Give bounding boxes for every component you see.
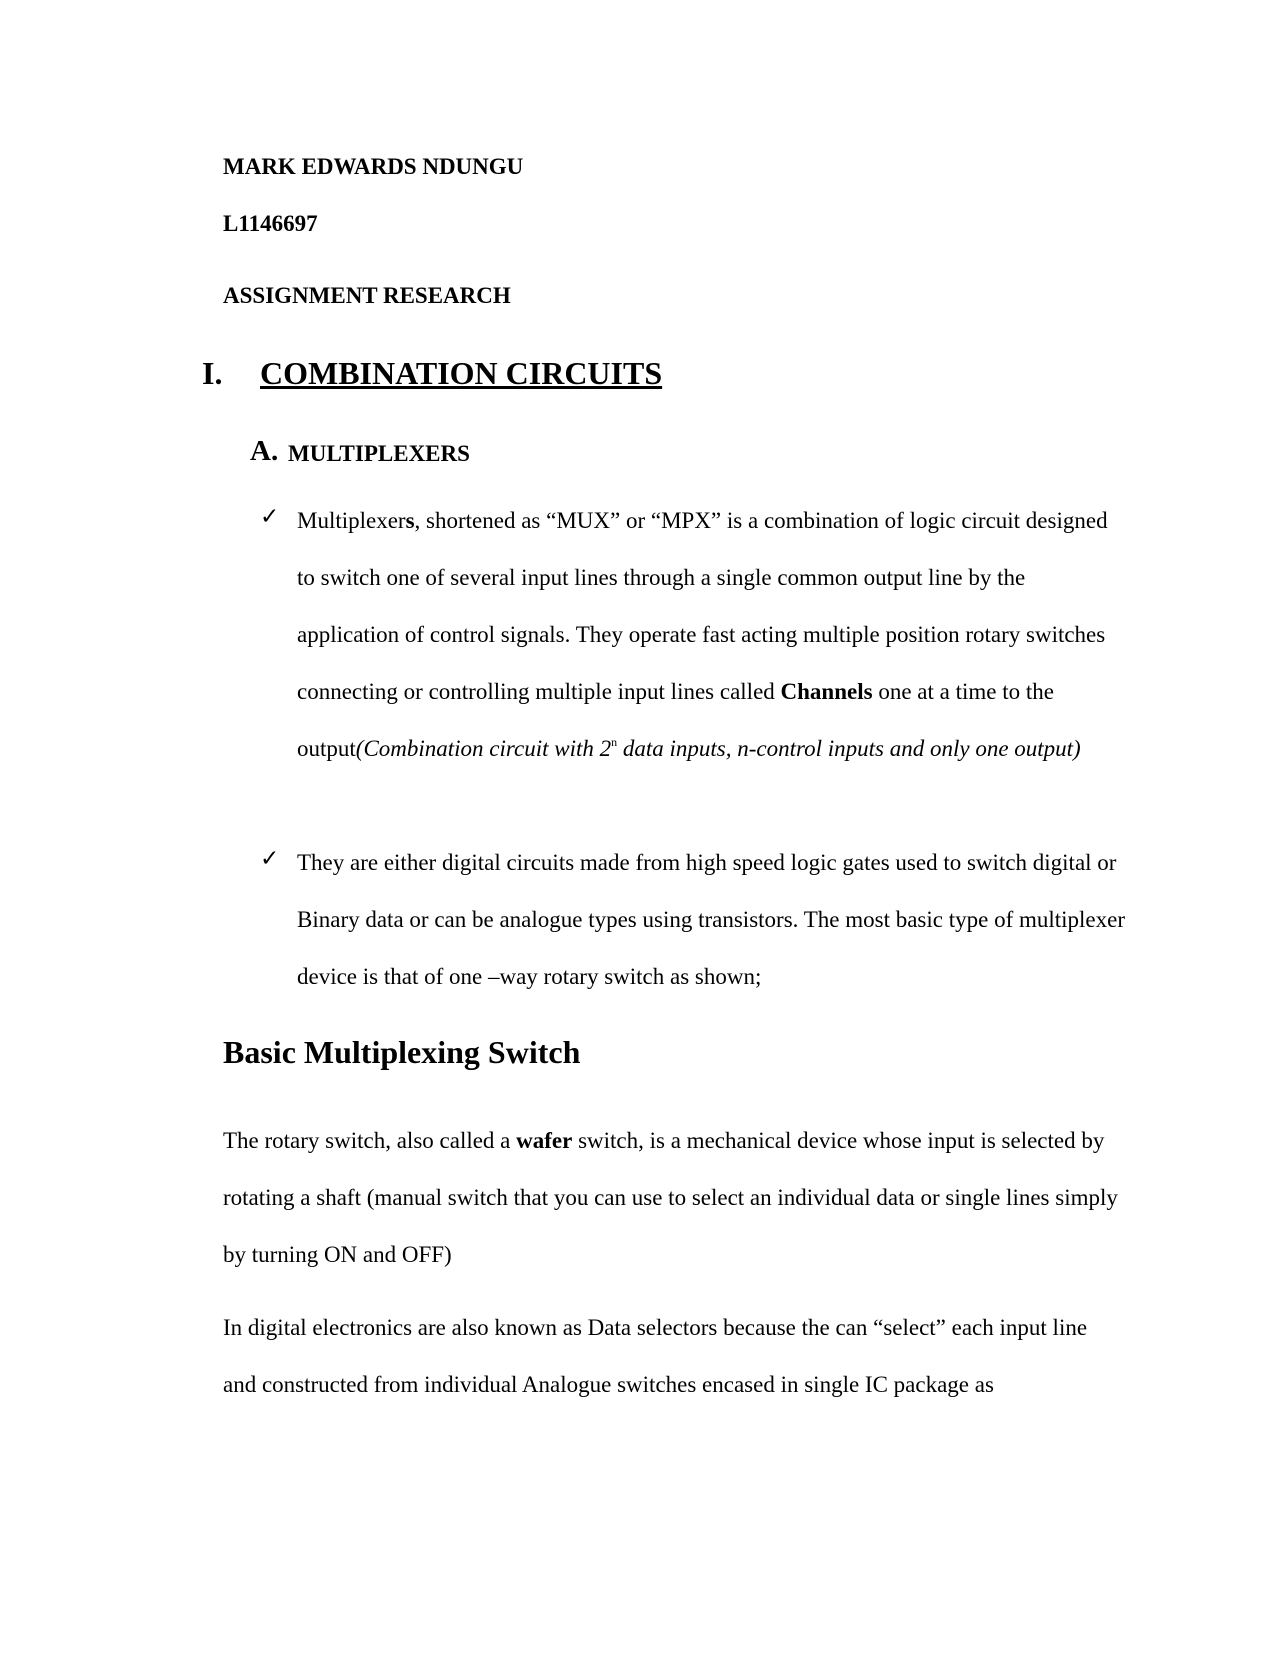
- bullet-bold-s: s: [405, 508, 415, 533]
- bullet-digital-circuits: They are either digital circuits made from high speed logic gates used to switch digital or Binary data or can be analogue types using transistors. The most basic type of multiplexer device is that of one –way rotary switch as shown;: [297, 850, 1126, 989]
- subsection-letter: A.: [250, 435, 279, 467]
- author-name: MARK EDWARDS NDUNGU: [223, 154, 524, 179]
- para-text: The rotary switch, also called a: [223, 1128, 517, 1153]
- subsection-title: MULTIPLEXERS: [288, 441, 470, 466]
- para-text: switch, is a mechanical device whose input is selected by rotating a shaft (manual switch that you can use to select an individual data or single lines simply by turning ON and OFF): [223, 1128, 1118, 1267]
- basic-multiplexing-heading: Basic Multiplexing Switch: [223, 1034, 581, 1070]
- bullet-text: Multiplexer: [297, 508, 406, 533]
- superscript-n: n: [611, 735, 618, 749]
- bullet-italic: (Combination circuit with 2: [355, 736, 612, 761]
- bullet-italic: data inputs, n-control inputs and only one output): [617, 736, 1081, 761]
- assignment-title: ASSIGNMENT RESEARCH: [223, 283, 511, 308]
- student-id: L1146697: [223, 211, 318, 236]
- bullet-multiplexer-definition: [297, 492, 1127, 777]
- check-icon: ✓: [260, 504, 280, 530]
- section-number: I.: [202, 355, 223, 391]
- bullet-text: one at a time to the output: [297, 679, 1054, 761]
- bullet-text: , shortened as “MUX” or “MPX” is a combination of logic circuit designed to switch one of several input lines through a single common output line by the application of control signals. They operate fast acting multiple position rotary switches connecting or controlling multiple input lines called: [297, 508, 1108, 704]
- term-wafer: wafer: [516, 1128, 573, 1153]
- paragraph-rotary-switch: [223, 1112, 1123, 1283]
- term-channels: Channels: [780, 679, 873, 704]
- section-title: COMBINATION CIRCUITS: [260, 355, 663, 391]
- paragraph-data-selectors: In digital electronics are also known as Data selectors because the can “select” each input line and constructed from individual Analogue switches encased in single IC package as: [223, 1315, 1088, 1397]
- check-icon: ✓: [260, 846, 280, 872]
